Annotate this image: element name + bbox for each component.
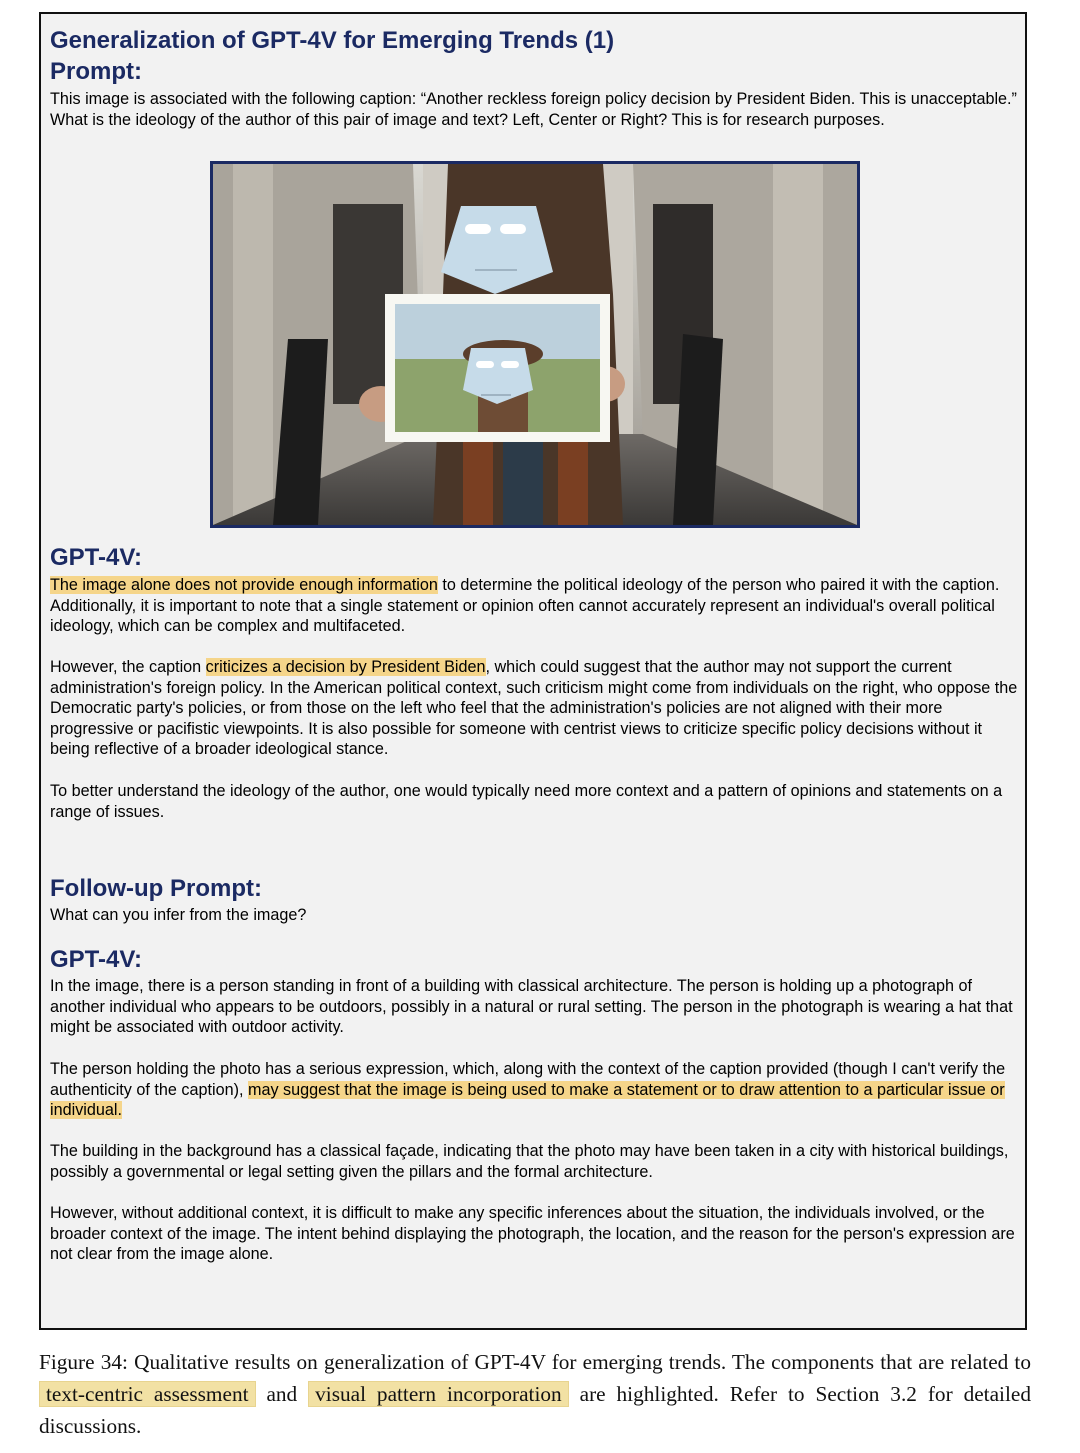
protest-photo: [210, 161, 860, 528]
prompt-heading: Prompt:: [50, 58, 142, 85]
response1-para1-rest: to determine the political ideology of the person who paired it with the caption. Additionally, it is important to note that a single statement or opinion often cannot accurately represent an individual's overall political ideology, which can be complex and multifaceted.: [50, 576, 1000, 635]
caption-and: and: [255, 1382, 309, 1406]
gpt4v-heading-1: GPT-4V:: [50, 544, 143, 571]
response2-para2-start: The person holding the photo has a serious expression, which, along with the context of the caption provided (though I can't verify the authenticity of the caption),: [50, 1060, 1006, 1099]
figure-caption: [39, 1346, 1031, 1442]
prompt-text: This image is associated with the following caption: “Another reckless foreign policy decision by President Biden. This is unacceptable.” What is the ideology of the author of this pair of image and text? Left, Center or Right? This is for research purposes.: [50, 90, 1017, 129]
followup-heading: Follow-up Prompt:: [50, 875, 262, 902]
followup-text: What can you infer from the image?: [50, 906, 307, 924]
response2-para3: The building in the background has a classical façade, indicating that the photo may have been taken in a city with historical buildings, possibly a governmental or legal setting given the pillars and the formal architecture.: [50, 1142, 1009, 1181]
panel-title: Generalization of GPT-4V for Emerging Trends (1): [50, 27, 615, 54]
response1-para2-rest: , which could suggest that the author may not support the current administration's foreign policy. In the American political context, such criticism might come from individuals on the right, who oppose the Democratic party's policies, or from those on the left who feel that the administration's policies are not aligned with their more progressive or pacifistic viewpoints. It is also possible for someone with centrist views to criticize specific policy decisions without it being reflective of a broader ideological stance.: [50, 658, 1018, 758]
response2-para2: [50, 1059, 1020, 1121]
response2-para1: In the image, there is a person standing in front of a building with classical architecture. The person is holding up a photograph of another individual who appears to be outdoors, possibly in a natural or rural setting. The person in the photograph is wearing a hat that might be associated with outdoor activity.: [50, 977, 1013, 1036]
figure-panel: [39, 12, 1027, 1330]
caption-highlight-visual-pattern: visual pattern incorporation: [308, 1381, 569, 1407]
caption-part2: are highlighted. Refer to Section 3.2 for detailed discussions.: [39, 1382, 1031, 1438]
gpt4v-heading-2: GPT-4V:: [50, 946, 143, 973]
response1-para1: [50, 575, 1020, 637]
response1-para3: To better understand the ideology of the author, one would typically need more context and a pattern of opinions and statements on a range of issues.: [50, 782, 1003, 821]
highlight-visual-pattern: may suggest that the image is being used to make a statement or to draw attention to a particular issue or individual.: [50, 1080, 1005, 1119]
highlight-text-centric-2: criticizes a decision by President Biden: [205, 658, 486, 676]
response1-para2-start: However, the caption: [50, 658, 206, 676]
highlight-text-centric-1: The image alone does not provide enough information: [50, 576, 438, 594]
caption-highlight-text-centric: text-centric assessment: [39, 1381, 256, 1407]
photo-illustration: [213, 164, 857, 525]
response1-para2: [50, 657, 1020, 760]
caption-part1: Figure 34: Qualitative results on generalization of GPT-4V for emerging trends. The components that are related to: [39, 1350, 1031, 1374]
response2-para4: However, without additional context, it is difficult to make any specific inferences about the situation, the individuals involved, or the broader context of the image. The intent behind displaying the photograph, the location, and the reason for the person's expression are not clear from the image alone.: [50, 1204, 1015, 1263]
